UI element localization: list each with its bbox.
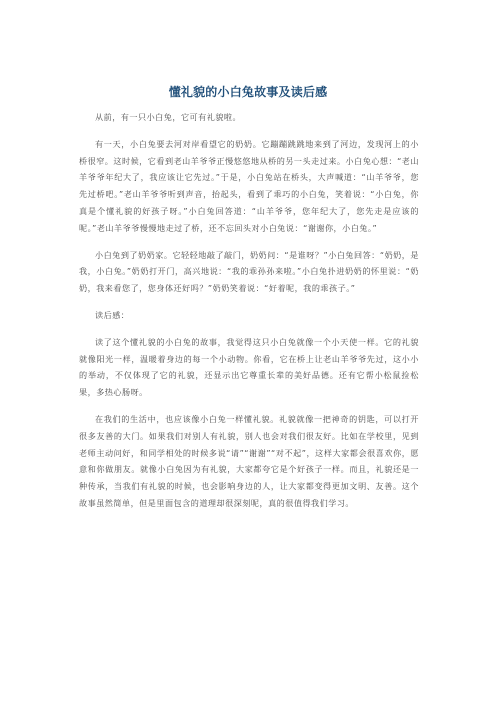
document-body	[79, 109, 419, 512]
paragraph-reflection-1: 读了这个懂礼貌的小白兔的故事，我觉得这只小白兔就像一个小天使一样。它的礼貌就像阳光一样，温暖着身边的每一个小动物。你看，它在桥上让老山羊爷爷先过，这小小的举动，不仅体现了它的礼貌，还显示出它尊重长辈的美好品德。还有它帮小松鼠捡松果，多热心肠呀。	[79, 336, 419, 398]
document-title: 懂礼貌的小白兔故事及读后感	[168, 85, 328, 99]
paragraph-bridge-story: 有一天，小白兔要去河对岸看望它的奶奶。它蹦蹦跳跳地来到了河边，发现河上的小桥很窄。这时候，它看到老山羊爷爷正慢悠悠地从桥的另一头走过来。小白兔心想：“老山羊爷爷年纪大了，我应该让它先过。”于是，小白兔站在桥头，大声喊道：“山羊爷爷，您先过桥吧。”老山羊爷爷听到声音，抬起头，看到了乖巧的小白兔，笑着说：“小白兔，你真是个懂礼貌的好孩子呀。”小白兔回答道：“山羊爷爷，您年纪大了，您先走是应该的呢。”老山羊爷爷慢慢地走过了桥，还不忘回头对小白兔说：“谢谢你，小白兔。”	[79, 138, 419, 233]
paragraph-intro: 从前，有一只小白兔，它可有礼貌啦。	[95, 112, 242, 122]
paragraph-reflection-heading: 读后感：	[95, 309, 130, 320]
paragraph-grandma-visit: 小白兔到了奶奶家。它轻轻地敲了敲门，奶奶问：“是谁呀？”小白兔回答：“奶奶，是我，小白兔。”奶奶打开门，高兴地说：“我的乖孙孙来啦。”小白兔扑进奶奶的怀里说：“奶奶，我来看您了，您身体还好吗？”奶奶笑着说：“好着呢，我的乖孩子。”	[79, 249, 419, 294]
paragraph-reflection-2: 在我们的生活中，也应该像小白兔一样懂礼貌。礼貌就像一把神奇的钥匙，可以打开很多友善的大门。如果我们对别人有礼貌，别人也会对我们很友好。比如在学校里，见到老师主动问好，和同学相处的时候多说“请”“谢谢”“对不起”，这样大家都会很喜欢你，愿意和你做朋友。就像小白兔因为有礼貌，大家都夸它是个好孩子一样。而且，礼貌还是一种传承，当我们有礼貌的时候，也会影响身边的人，让大家都变得更加文明、友善。这个故事虽然简单，但是里面包含的道理却很深刻呢，真的很值得我们学习。	[79, 413, 419, 508]
